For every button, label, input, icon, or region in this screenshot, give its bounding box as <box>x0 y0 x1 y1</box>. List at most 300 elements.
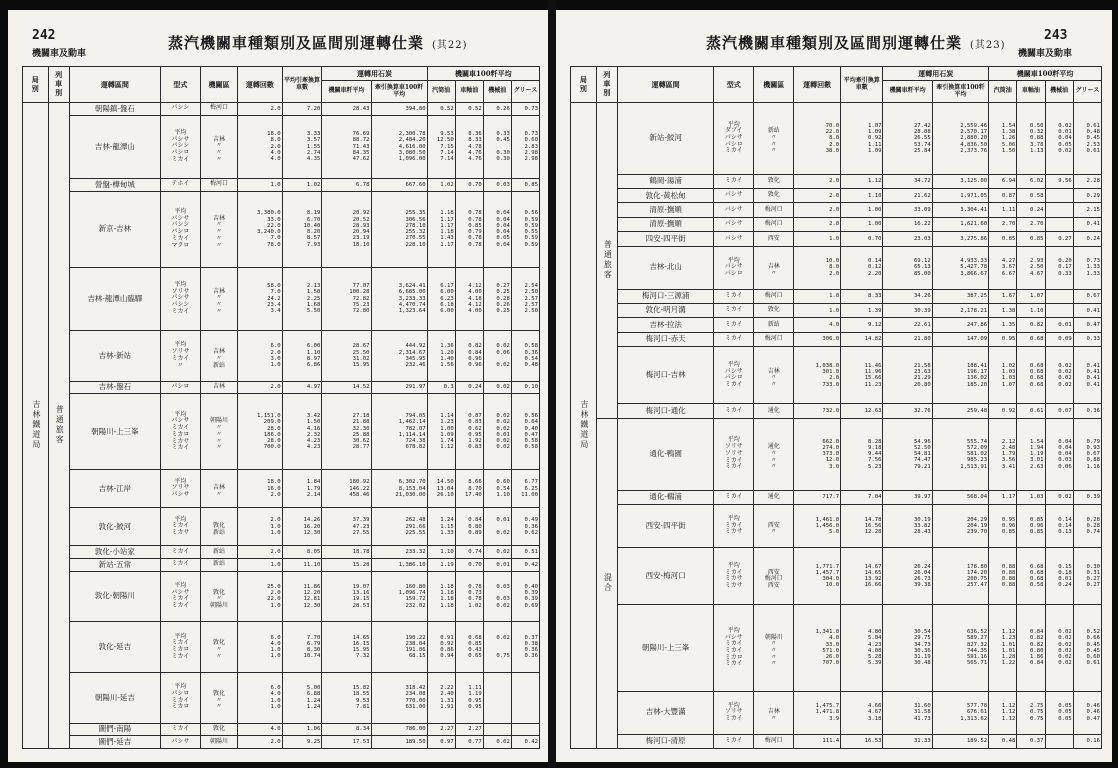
shed-cell: 吉林 <box>200 381 237 394</box>
value-cell-c1: 21.62 <box>883 189 932 203</box>
value-cell-avg: 3.33 3.57 1.55 2.74 4.35 <box>282 115 322 178</box>
value-cell-runs: 70.0 22.0 8.0 2.0 38.0 <box>794 103 841 175</box>
type-cell: パシサ <box>714 232 754 246</box>
table-row <box>23 191 540 267</box>
route-cell: 圖們-延吉 <box>69 736 160 749</box>
value-cell-o4: 0.42 <box>511 736 539 749</box>
type-cell: 平均 パシサ ミカイ ミカイ ミカロ ミカイ <box>714 605 754 691</box>
value-cell-c2: 387.25 <box>932 289 988 303</box>
value-cell-o3: 0.27 0.25 0.28 0.26 0.25 <box>483 267 511 330</box>
value-cell-o4: 2.15 <box>1073 203 1101 217</box>
value-cell-o3 <box>1045 189 1073 203</box>
value-cell-o3 <box>1045 303 1073 317</box>
header-coal-a: 機關車粁平均 <box>883 81 932 103</box>
value-cell-avg: 7.70 6.79 8.30 10.74 <box>282 622 322 673</box>
route-cell: 朝陽川-上三峯 <box>69 394 160 470</box>
shed-cell: 梅河口 <box>754 734 794 748</box>
value-cell-c1: 19.07 13.16 19.15 28.53 <box>322 571 371 622</box>
table-row <box>23 381 540 394</box>
value-cell-runs: 6.0 4.0 1.0 1.0 <box>238 622 282 673</box>
value-cell-o3: 0.03 0.03 0.02 <box>483 571 511 622</box>
route-cell: 敦化-鮫河 <box>69 508 160 546</box>
value-cell-o4: 0.37 0.38 0.36 0.36 <box>511 622 539 673</box>
table-row <box>571 217 1102 231</box>
value-cell-runs: 111.4 <box>794 734 841 748</box>
value-cell-c2: 1,386.10 <box>371 558 427 571</box>
table-row <box>571 232 1102 246</box>
value-cell-avg: 1.02 <box>282 178 322 191</box>
value-cell-c1: 33.09 <box>883 203 932 217</box>
value-cell-o3: 0.04 0.04 0.04 0.03 0.06 <box>1045 418 1073 490</box>
shed-cell: 敦化 新站 <box>200 508 237 546</box>
value-cell-o3 <box>483 672 511 723</box>
value-cell-o4: 0.56 0.59 0.59 0.55 0.59 0.59 <box>511 191 539 267</box>
value-cell-o2: 0.70 <box>455 178 483 191</box>
category-cell: 普通旅客 <box>48 103 69 749</box>
shed-cell: 西安 梅河口 西安 <box>754 548 794 605</box>
type-cell: 平均 パシサ パシシ パシロ ミカイ マクロ <box>161 191 201 267</box>
left-title-subtitle: (其22) <box>432 40 468 51</box>
type-cell: 平均 ソリサ ミカイ <box>714 691 754 734</box>
left-page-title <box>168 32 468 53</box>
value-cell-o3: 0.09 <box>1045 332 1073 346</box>
value-cell-c2: 786.00 <box>371 723 427 736</box>
route-cell: 四安-四平街 <box>617 232 713 246</box>
value-cell-c2: 190.22 238.04 191.06 68.15 <box>371 622 427 673</box>
left-series-label: 機關車及動車 <box>32 49 87 59</box>
value-cell-c1: 15.28 <box>322 558 371 571</box>
right-page-number: 243 <box>1044 28 1068 43</box>
value-cell-o2: 0.37 <box>1017 734 1045 748</box>
table-row <box>23 103 540 116</box>
route-cell: 梅河口-三源浦 <box>617 289 713 303</box>
value-cell-avg: 1.07 1.09 0.92 1.11 1.09 <box>841 103 883 175</box>
value-cell-avg: 6.00 1.10 8.97 6.86 <box>282 330 322 381</box>
value-cell-c2: 259.48 <box>932 404 988 418</box>
shed-cell: 朝陽川 <box>200 736 237 749</box>
table-row <box>23 736 540 749</box>
value-cell-o3: 0.05 0.05 0.05 <box>1045 691 1073 734</box>
value-cell-c2: 667.60 <box>371 178 427 191</box>
route-cell: 吉林-江岸 <box>69 470 160 508</box>
type-cell: 平均 ソリサ ミカイ 〃 <box>161 330 201 381</box>
value-cell-o4: 0.73 0.60 2.83 2.98 2.98 <box>511 115 539 178</box>
value-cell-runs: 18.0 16.0 2.0 <box>238 470 282 508</box>
value-cell-runs: 4.0 <box>238 723 282 736</box>
value-cell-o1: 1.18 1.17 1.17 1.18 1.43 1.17 <box>427 191 455 267</box>
value-cell-o2: 0.82 0.84 0.96 0.96 <box>455 330 483 381</box>
route-cell: 吉林-龍潭山臨驛 <box>69 267 160 330</box>
right-page-title <box>706 32 1006 53</box>
type-cell: 平均 パシロ ミカイ ミカロ <box>161 672 201 723</box>
value-cell-o4: 0.58 0.36 0.54 0.48 <box>511 330 539 381</box>
header-shed: 機關區 <box>200 67 237 103</box>
value-cell-o3: 0.33 0.45 0.30 0.30 <box>483 115 511 178</box>
value-cell-o4: 0.56 0.64 0.40 0.47 0.58 0.58 <box>511 394 539 470</box>
value-cell-o3 <box>1045 289 1073 303</box>
table-row <box>23 622 540 673</box>
type-cell: 平均 ソリサ パシサ パシシ ミカイ <box>161 267 201 330</box>
header-kyoku: 局別 <box>23 67 49 103</box>
table-row <box>23 723 540 736</box>
value-cell-runs: 1,461.0 1,456.0 5.0 <box>794 504 841 547</box>
table-row <box>571 504 1102 547</box>
value-cell-c1: 28.67 25.50 31.02 15.95 <box>322 330 371 381</box>
value-cell-o2: 1.07 <box>1017 289 1045 303</box>
value-cell-c1: 26.24 26.04 26.73 39.38 <box>883 548 932 605</box>
value-cell-o2: 0.84 0.80 0.89 <box>455 508 483 546</box>
shed-cell: 西安 〃 <box>754 504 794 547</box>
value-cell-avg: 16.53 <box>841 734 883 748</box>
header-oil-d: グリース <box>1073 81 1101 103</box>
table-row <box>23 470 540 508</box>
value-cell-runs: 1.0 <box>238 558 282 571</box>
value-cell-avg: 1.00 <box>841 203 883 217</box>
route-cell: 朝陽鎮-盤石 <box>69 103 160 116</box>
shed-cell: 梅河口 <box>754 332 794 346</box>
value-cell-o3: 0.27 <box>1045 232 1073 246</box>
value-cell-o1: 0.95 <box>989 332 1017 346</box>
shed-cell: 吉林 〃 〃 〃 <box>200 267 237 330</box>
value-cell-o3: 0.26 <box>483 103 511 116</box>
type-cell: 平均 ミカイ ミカロ ミカイ <box>161 622 201 673</box>
value-cell-o2: 1.10 <box>1017 303 1045 317</box>
value-cell-c2: 2,178.21 <box>932 303 988 317</box>
route-cell: 通化-鴨園 <box>617 418 713 490</box>
type-cell: パシサ <box>714 203 754 217</box>
value-cell-o3: 0.02 <box>1045 490 1073 504</box>
value-cell-o2: 0.82 <box>1017 318 1045 332</box>
value-cell-o2: 1.11 1.19 0.95 0.95 <box>455 672 483 723</box>
shed-cell: 敦化 <box>200 723 237 736</box>
route-cell: 吉林-北山 <box>617 246 713 289</box>
header-coal-a: 機關車粁平均 <box>322 81 371 103</box>
value-cell-c2: 178.80 174.20 200.75 257.47 <box>932 548 988 605</box>
shed-cell: 梅河口 <box>200 178 237 191</box>
shed-cell: 朝陽川 〃 〃 〃 〃 <box>754 605 794 691</box>
value-cell-c2: 204.29 204.19 239.70 <box>932 504 988 547</box>
value-cell-c1: 27.42 28.08 26.55 53.74 25.84 <box>883 103 932 175</box>
value-cell-o2: 0.52 <box>455 103 483 116</box>
value-cell-o2: 0.74 <box>455 546 483 559</box>
value-cell-o1: 14.50 13.04 26.10 <box>427 470 455 508</box>
value-cell-avg: 1.00 <box>841 217 883 231</box>
value-cell-runs: 2.0 <box>238 736 282 749</box>
value-cell-o1: 2.27 <box>427 723 455 736</box>
value-cell-runs: 2.0 <box>794 217 841 231</box>
header-oil-group: 機關車100粁平均 <box>427 67 539 81</box>
value-cell-c2: 255.35 306.56 278.10 255.32 270.55 228.10 <box>371 191 427 267</box>
value-cell-c2: 1,971.05 <box>932 189 988 203</box>
value-cell-avg: 11.10 <box>282 558 322 571</box>
value-cell-runs: 1,475.7 1,471.8 3.9 <box>794 691 841 734</box>
type-cell: ミカイ <box>161 723 201 736</box>
value-cell-o1: 0.97 <box>427 736 455 749</box>
value-cell-avg: 2.13 1.50 2.25 1.68 5.50 <box>282 267 322 330</box>
value-cell-o1: 0.3 <box>427 381 455 394</box>
left-page-number: 242 <box>32 28 56 43</box>
value-cell-o4: 0.49 0.36 0.62 <box>511 508 539 546</box>
route-cell: 敦化-延吉 <box>69 622 160 673</box>
value-cell-runs: 1,341.0 4.0 33.0 571.0 26.0 707.0 <box>794 605 841 691</box>
value-cell-c2: 3,304.41 <box>932 203 988 217</box>
value-cell-runs: 4.0 <box>794 318 841 332</box>
value-cell-o1: 1.24 1.15 1.33 <box>427 508 455 546</box>
shed-cell: 敦化 〃 〃 <box>200 622 237 673</box>
value-cell-o1: 1.38 <box>989 303 1017 317</box>
table-row <box>23 571 540 622</box>
value-cell-o3: 0.03 <box>483 178 511 191</box>
value-cell-c2: 2,300.78 2,484.20 4,616.00 3,080.50 1,096.00 <box>371 115 427 178</box>
route-cell: 梅河口-通化 <box>617 404 713 418</box>
value-cell-runs: 1.0 <box>794 303 841 317</box>
value-cell-runs: 2.0 <box>238 381 282 394</box>
shed-cell: 吉林 〃 〃 〃 〃 <box>200 191 237 267</box>
value-cell-o1: 1.12 1.12 1.12 <box>989 691 1017 734</box>
shed-cell: 吉林 〃 <box>754 246 794 289</box>
value-cell-o1: 0.52 <box>427 103 455 116</box>
route-cell: 清原-撫順 <box>617 203 713 217</box>
value-cell-o1: 2.22 2.40 1.31 1.91 <box>427 672 455 723</box>
value-cell-o1: 1.02 1.03 1.03 1.07 <box>989 347 1017 404</box>
header-oil-c: 機械油 <box>483 81 511 103</box>
value-cell-runs: 2.0 <box>794 203 841 217</box>
value-cell-c2: 189.50 <box>371 736 427 749</box>
shed-cell: 通化 〃 〃 〃 <box>754 418 794 490</box>
value-cell-c1: 6.78 <box>322 178 371 191</box>
route-cell: 梅河口-清原 <box>617 734 713 748</box>
value-cell-o3 <box>1045 217 1073 231</box>
type-cell: 平均 パシサ ミカイ ミカイ <box>161 571 201 622</box>
value-cell-runs: 1,771.7 1,457.7 304.0 10.0 <box>794 548 841 605</box>
value-cell-avg: 8.05 <box>282 546 322 559</box>
value-cell-o2: 0.87 0.83 0.62 0.95 1.92 0.83 <box>455 394 483 470</box>
type-cell: パシサ <box>714 217 754 231</box>
route-cell: 新站-鮫河 <box>617 103 713 175</box>
value-cell-c1: 16.22 <box>883 217 932 231</box>
value-cell-c1: 31.33 <box>883 734 932 748</box>
header-avg: 平均引牽換算車數 <box>282 67 322 103</box>
value-cell-avg: 12.63 <box>841 404 883 418</box>
value-cell-o4: 0.73 <box>511 103 539 116</box>
type-cell: 平均 パシサ パシロ ミカイ <box>714 347 754 404</box>
value-cell-o2: 1.03 <box>1017 490 1045 504</box>
route-cell: 西安-四平街 <box>617 504 713 547</box>
value-cell-avg: 14.67 14.65 13.92 16.66 <box>841 548 883 605</box>
value-cell-o3: 0.02 0.02 0.02 0.01 0.02 0.02 <box>483 394 511 470</box>
value-cell-c1: 30.54 29.75 34.73 30.36 31.19 30.48 <box>883 605 932 691</box>
shed-cell: 通化 <box>754 490 794 504</box>
shed-cell: 西安 <box>754 232 794 246</box>
value-cell-o4: 0.46 0.46 0.47 <box>1073 691 1101 734</box>
value-cell-o3: 0.02 0.75 <box>483 622 511 673</box>
table-row <box>571 605 1102 691</box>
value-cell-o4: 0.47 <box>1073 318 1101 332</box>
value-cell-c2: 318.42 234.08 770.00 631.00 <box>371 672 427 723</box>
value-cell-avg: 3.42 1.50 4.16 2.32 4.23 4.23 <box>282 394 322 470</box>
value-cell-o2: 8.66 8.70 17.40 <box>455 470 483 508</box>
value-cell-o2: 4.12 4.00 4.18 4.12 4.00 <box>455 267 483 330</box>
table-row <box>571 691 1102 734</box>
type-cell: ミカイ <box>161 558 201 571</box>
value-cell-c2: 636.52 589.27 827.32 744.35 591.16 565.71 <box>932 605 988 691</box>
header-oil-group: 機關車100粁平均 <box>989 67 1102 81</box>
value-cell-o2: 2.70 <box>1017 217 1045 231</box>
value-cell-o2: 2.93 2.50 4.67 <box>1017 246 1045 289</box>
value-cell-c1: 180.92 146.22 458.46 <box>322 470 371 508</box>
value-cell-o4: 0.73 1.33 1.33 <box>1073 246 1101 289</box>
value-cell-o4: 0.10 <box>511 381 539 394</box>
value-cell-c2: 147.09 <box>932 332 988 346</box>
value-cell-o4: 0.41 <box>1073 217 1101 231</box>
value-cell-o1: 1.67 <box>989 289 1017 303</box>
value-cell-c1: 21.80 <box>883 332 932 346</box>
value-cell-o3: 0.02 0.01 0.04 0.05 0.02 <box>1045 103 1073 175</box>
value-cell-c1: 28.43 <box>322 103 371 116</box>
value-cell-avg: 0.70 <box>841 232 883 246</box>
value-cell-runs: 2.0 <box>794 189 841 203</box>
table-row <box>23 558 540 571</box>
value-cell-o1: 1.11 <box>989 203 1017 217</box>
header-avg: 平均牽引換算車數 <box>841 67 883 103</box>
route-cell: 吉林-盤石 <box>69 381 160 394</box>
value-cell-c1: 69.12 65.13 85.00 <box>883 246 932 289</box>
route-cell: 通化-鷄浦 <box>617 490 713 504</box>
value-cell-o4: 2.28 <box>1073 174 1101 188</box>
shed-cell: 吉林 〃 新站 <box>200 330 237 381</box>
table-row <box>571 303 1102 317</box>
shed-cell: 梅河口 <box>754 289 794 303</box>
table-row <box>571 174 1102 188</box>
value-cell-o3: 0.04 0.04 0.04 0.04 0.05 0.04 <box>483 191 511 267</box>
value-cell-o1: 0.92 <box>989 404 1017 418</box>
value-cell-runs: 2.0 <box>794 174 841 188</box>
value-cell-o2: 8.36 8.33 4.78 4.76 4.76 <box>455 115 483 178</box>
value-cell-o2: 0.68 0.68 0.68 0.68 <box>1017 347 1045 404</box>
value-cell-o3: 0.60 0.54 1.10 <box>483 470 511 508</box>
shed-cell: 梅河口 <box>200 103 237 116</box>
value-cell-avg: 14.26 16.20 12.30 <box>282 508 322 546</box>
value-cell-c2: 555.74 572.09 581.02 985.23 1,513.91 <box>932 418 988 490</box>
value-cell-c2: 3,624.41 6,685.00 3,233.33 4,470.74 1,323.64 <box>371 267 427 330</box>
value-cell-c1: 32.76 <box>883 404 932 418</box>
value-cell-runs: 1,151.0 209.0 28.0 186.0 28.0 700.0 <box>238 394 282 470</box>
value-cell-c2: 568.04 <box>932 490 988 504</box>
shed-cell: 朝陽川 〃 〃 〃 〃 <box>200 394 237 470</box>
value-cell-c1: 54.96 52.50 54.81 74.47 79.21 <box>883 418 932 490</box>
type-cell: 平均 パシサ パシシ パシロ ミカイ <box>161 115 201 178</box>
left-title-text: 蒸汽機關車種類別及區間別運轉仕業 <box>168 34 425 52</box>
table-row <box>571 203 1102 217</box>
value-cell-o3 <box>483 723 511 736</box>
value-cell-o1: 1.14 1.23 1.00 1.09 1.74 1.12 <box>427 394 455 470</box>
type-cell: ミカイ <box>714 734 754 748</box>
value-cell-avg: 4.66 4.67 3.18 <box>841 691 883 734</box>
table-row <box>23 178 540 191</box>
value-cell-o3: 0.07 <box>1045 404 1073 418</box>
right-data-table <box>570 66 1102 749</box>
value-cell-runs: 6.0 2.0 3.0 1.0 <box>238 330 282 381</box>
value-cell-c2: 1,621.60 <box>932 217 988 231</box>
header-type: 型式 <box>714 67 754 103</box>
value-cell-avg: 7.04 <box>841 490 883 504</box>
value-cell-o4: 0.36 <box>1073 404 1101 418</box>
shed-cell: 新站 <box>754 318 794 332</box>
shed-cell: 新站 <box>200 558 237 571</box>
table-row <box>571 189 1102 203</box>
value-cell-c2: 291.97 <box>371 381 427 394</box>
value-cell-c2: 444.92 2,314.67 345.95 232.46 <box>371 330 427 381</box>
route-cell: 敦化-小站家 <box>69 546 160 559</box>
value-cell-avg: 14.82 <box>841 332 883 346</box>
route-cell: 朝陽川-延吉 <box>69 672 160 723</box>
value-cell-c2: 394.80 <box>371 103 427 116</box>
value-cell-o1: 1.12 1.23 1.01 1.01 1.28 1.22 <box>989 605 1017 691</box>
value-cell-c1: 30.19 33.82 28.43 <box>883 504 932 547</box>
bureau-cell: 吉林鐵道局 <box>23 103 49 749</box>
value-cell-o4 <box>511 672 539 723</box>
value-cell-o3: 0.02 <box>483 736 511 749</box>
value-cell-runs: 1,038.0 301.0 2.0 733.0 <box>794 347 841 404</box>
value-cell-o2: 1.54 1.94 1.19 3.01 2.63 <box>1017 418 1045 490</box>
table-row <box>571 332 1102 346</box>
value-cell-avg: 7.20 <box>282 103 322 116</box>
type-cell: テホイ <box>161 178 201 191</box>
value-cell-c1: 27.18 21.88 32.30 25.88 30.62 28.77 <box>322 394 371 470</box>
value-cell-o1: 6.17 6.00 6.23 6.18 6.00 <box>427 267 455 330</box>
value-cell-o4 <box>511 723 539 736</box>
value-cell-runs: 3,380.0 33.0 22.0 3,240.0 7.0 78.0 <box>238 191 282 267</box>
value-cell-o3: 0.02 0.06 0.02 <box>483 330 511 381</box>
header-type: 型式 <box>161 67 201 103</box>
value-cell-o4: 0.42 <box>511 558 539 571</box>
shed-cell: 梅河口 <box>754 217 794 231</box>
right-title-subtitle: (其23) <box>970 40 1006 51</box>
route-cell: 吉林-大豐滿 <box>617 691 713 734</box>
value-cell-runs: 1.0 <box>794 289 841 303</box>
value-cell-avg: 11.46 11.96 15.66 11.23 <box>841 347 883 404</box>
header-oil-a: 汽筒油 <box>427 81 455 103</box>
table-row <box>23 546 540 559</box>
left-page <box>8 10 548 762</box>
header-coal-group: 運轉用石炭 <box>322 67 427 81</box>
type-cell: ミカイ <box>714 289 754 303</box>
type-cell: ミカイ <box>714 404 754 418</box>
value-cell-o2: 0.50 0.32 0.88 3.78 1.13 <box>1017 103 1045 175</box>
type-cell: ミカイ <box>714 318 754 332</box>
value-cell-o1: 0.48 <box>989 734 1017 748</box>
value-cell-runs: 2.0 <box>238 546 282 559</box>
route-cell: 敦化-朝陽川 <box>69 571 160 622</box>
header-coal-b: 牽引換算車100粁平均 <box>932 81 988 103</box>
table-row <box>23 508 540 546</box>
value-cell-o1: 1.19 <box>427 558 455 571</box>
value-cell-c2: 188.41 196.17 136.02 185.20 <box>932 347 988 404</box>
value-cell-c1: 34.26 <box>883 289 932 303</box>
value-cell-o1: 2.12 2.48 1.79 3.56 3.41 <box>989 418 1017 490</box>
value-cell-o4: 0.79 0.93 0.67 0.88 1.16 <box>1073 418 1101 490</box>
value-cell-o4: 0.29 <box>1073 189 1101 203</box>
table-row <box>571 347 1102 404</box>
value-cell-c1: 22.61 <box>883 318 932 332</box>
type-cell: 平均 ソリサ ソリサ ミカイ ミカイ <box>714 418 754 490</box>
value-cell-c1: 15.82 18.55 9.53 7.81 <box>322 672 371 723</box>
header-runs: 運轉回數 <box>238 67 282 103</box>
type-cell: パシシ <box>161 103 201 116</box>
header-coal-group: 運轉用石炭 <box>883 67 989 81</box>
route-cell: 吉林-拉法 <box>617 318 713 332</box>
shed-cell: 新站 〃 〃 〃 <box>754 103 794 175</box>
